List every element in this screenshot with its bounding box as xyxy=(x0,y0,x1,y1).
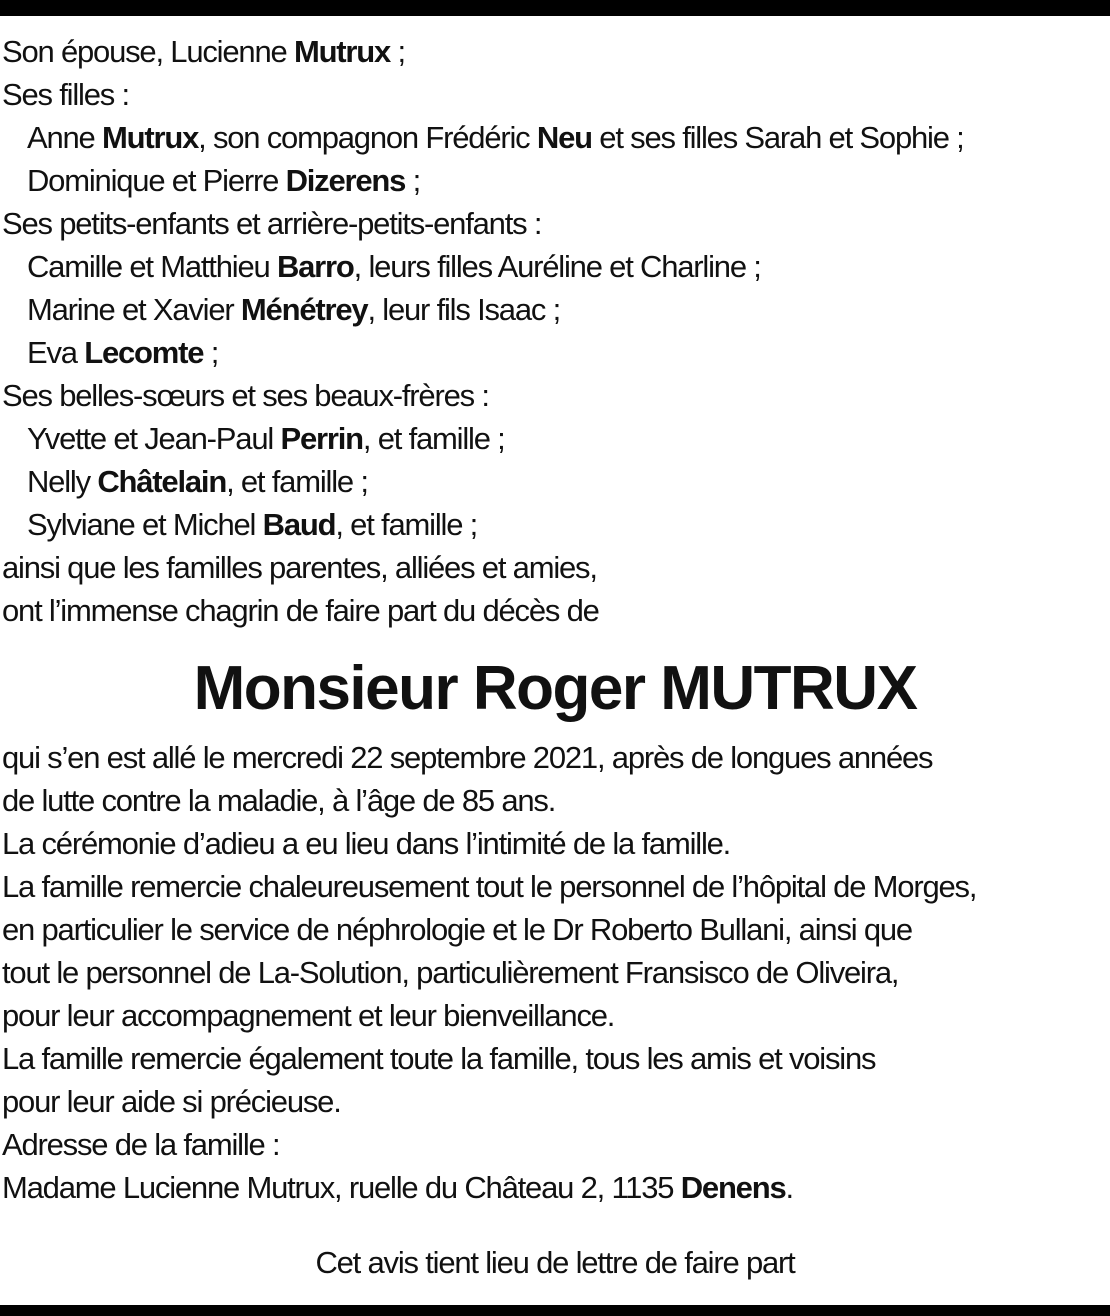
inlaw-line-3: Sylviane et Michel Baud, et famille ; xyxy=(27,507,478,542)
grandchild-line-3: Eva Lecomte ; xyxy=(27,335,219,370)
daughter-line-2: Dominique et Pierre Dizerens ; xyxy=(27,163,421,198)
body-line-1: qui s’en est allé le mercredi 22 septembre 2021, après de longues années xyxy=(2,740,933,775)
inlaw-line-1: Yvette et Jean-Paul Perrin, et famille ; xyxy=(27,421,505,456)
body-line-8: La famille remercie également toute la famille, tous les amis et voisins xyxy=(2,1041,876,1076)
body-line-4: La famille remercie chaleureusement tout le personnel de l’hôpital de Morges, xyxy=(2,869,977,904)
address-heading: Adresse de la famille : xyxy=(2,1127,280,1162)
family-address: Madame Lucienne Mutrux, ruelle du Château 2, 1135 Denens. xyxy=(2,1170,793,1205)
daughter-line-1: Anne Mutrux, son compagnon Frédéric Neu et ses filles Sarah et Sophie ; xyxy=(27,120,964,155)
body-line-6: tout le personnel de La-Solution, particulièrement Fransisco de Oliveira, xyxy=(2,955,899,990)
closing-note: Cet avis tient lieu de lettre de faire part xyxy=(315,1245,795,1280)
grandchild-line-1: Camille et Matthieu Barro, leurs filles Auréline et Charline ; xyxy=(27,249,761,284)
inlaws-heading: Ses belles-sœurs et ses beaux-frères : xyxy=(2,378,489,413)
grandchild-line-2: Marine et Xavier Ménétrey, leur fils Isaac ; xyxy=(27,292,560,327)
body-line-5: en particulier le service de néphrologie et le Dr Roberto Bullani, ainsi que xyxy=(2,912,912,947)
spouse-line: Son épouse, Lucienne Mutrux ; xyxy=(2,34,405,69)
body-line-2: de lutte contre la maladie, à l’âge de 85 ans. xyxy=(2,783,556,818)
announcement-line: ont l’immense chagrin de faire part du décès de xyxy=(2,593,599,628)
top-border-rule xyxy=(0,0,1110,16)
body-line-3: La cérémonie d’adieu a eu lieu dans l’intimité de la famille. xyxy=(2,826,731,861)
body-line-9: pour leur aide si précieuse. xyxy=(2,1084,341,1119)
inlaw-line-2: Nelly Châtelain, et famille ; xyxy=(27,464,368,499)
grandchildren-heading: Ses petits-enfants et arrière-petits-enfants : xyxy=(2,206,542,241)
body-line-7: pour leur accompagnement et leur bienveillance. xyxy=(2,998,615,1033)
daughters-heading: Ses filles : xyxy=(2,77,129,112)
extended-family-line: ainsi que les familles parentes, alliées et amies, xyxy=(2,550,597,585)
deceased-name: Monsieur Roger MUTRUX xyxy=(193,654,917,723)
bottom-border-rule xyxy=(0,1305,1110,1316)
